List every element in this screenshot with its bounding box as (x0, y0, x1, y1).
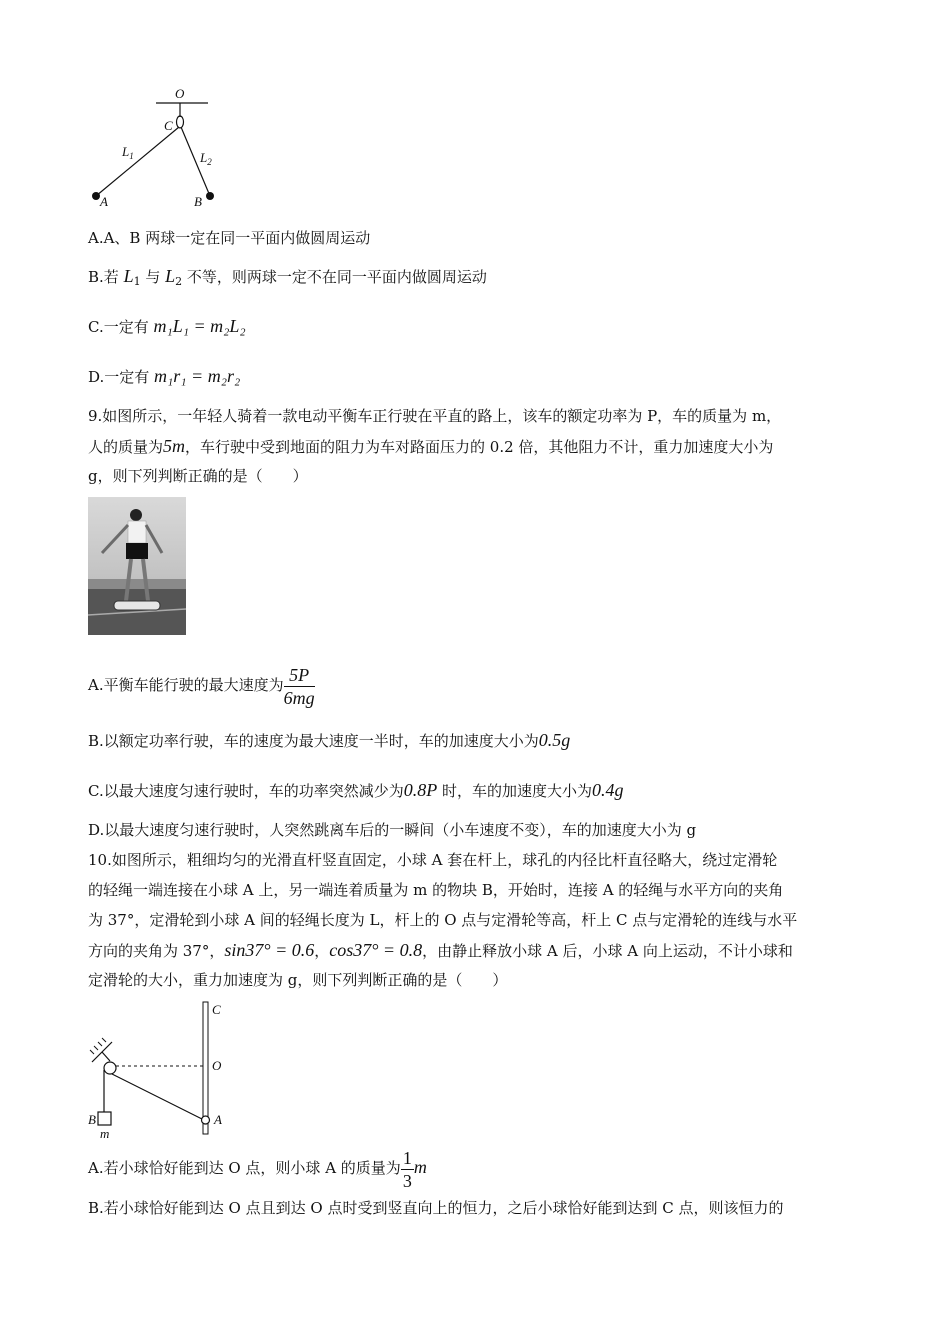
ball-a (202, 1116, 210, 1124)
vertical-rod (203, 1002, 208, 1134)
person-head (130, 509, 142, 521)
formula-c: m₁L₁ = m₂L₂ (153, 316, 246, 336)
formula-d: m₁r₁ = m₂r₂ (154, 366, 241, 386)
block-b (98, 1112, 111, 1125)
label-a: A (100, 194, 108, 209)
ball-a (92, 192, 100, 200)
label-c: C (164, 118, 173, 133)
hatch-1 (90, 1050, 94, 1054)
pulley (104, 1062, 116, 1074)
label-l2: $L_2$ (200, 150, 212, 167)
ball-b (206, 192, 214, 200)
q8-figure (88, 84, 218, 214)
label-b: B (194, 194, 202, 209)
q8-option-c: C.一定有 m₁L₁ = m₂L₂ (88, 316, 246, 336)
q8-option-d: D.一定有 m₁r₁ = m₂r₂ (88, 366, 241, 386)
fraction-5p-6mg: $\frac{5P}{6mg}$ (283, 664, 315, 708)
q10-stem-line2: 的轻绳一端连接在小球 A 上，另一端连着质量为 m 的物块 B，开始时，连接 A 的轻绳与水平方向的夹角 (88, 881, 784, 899)
q10-stem-line3: 为 37°，定滑轮到小球 A 间的轻绳长度为 L，杆上的 O 点与定滑轮等高，杆上 C 点与定滑轮的连线与水平 (88, 911, 798, 929)
label-o: O (175, 86, 185, 101)
hatch-3 (98, 1042, 102, 1046)
q9-option-a: A.平衡车能行驶的最大速度为 $\frac{5P}{6mg}$ (88, 664, 315, 708)
hatch-4 (102, 1038, 106, 1042)
q10-stem-line5: 定滑轮的大小，重力加速度为 g，则下列判断正确的是（ ） (88, 971, 508, 989)
label-a: A (214, 1112, 222, 1127)
q9-photo (88, 497, 186, 635)
label-b: B (88, 1112, 96, 1127)
rope-to-a (112, 1074, 202, 1119)
q9-stem-line3: g，则下列判断正确的是（ ） (88, 467, 308, 485)
q9-option-d: D.以最大速度匀速行驶时，人突然跳离车后的一瞬间（小车速度不变），车的加速度大小为 g (88, 821, 697, 839)
q10-option-a: A.若小球恰好能到达 O 点，则小球 A 的质量为 $\frac{1}{3}$ m (88, 1147, 427, 1191)
q10-stem-line1: 10.如图所示，粗细均匀的光滑直杆竖直固定，小球 A 套在杆上，球孔的内径比杆直径略大，绕过定滑轮 (88, 851, 778, 869)
q10-figure (86, 998, 236, 1140)
q8-option-b: B.若 $L_1$ 与 $L_2$ 不等，则两球一定不在同一平面内做圆周运动 (88, 266, 487, 288)
person-shirt (128, 521, 146, 543)
q9-stem-line1: 9.如图所示，一年轻人骑着一款电动平衡车正行驶在平直的路上，该车的额定功率为 P，车的质量为 m， (88, 407, 782, 425)
pulley-support (102, 1052, 110, 1061)
q10-stem-line4: 方向的夹角为 37°，sin37° = 0.6，cos37° = 0.8，由静止释放小球 A 后，小球 A 向上运动，不计小球和 (88, 940, 793, 960)
q10-option-b: B.若小球恰好能到达 O 点且到达 O 点时受到竖直向上的恒力，之后小球恰好能到达到 C 点，则该恒力的 (88, 1199, 784, 1217)
label-c: C (212, 1002, 221, 1017)
label-l1: $L_1$ (122, 144, 134, 161)
photo-horizon (88, 579, 186, 589)
q8-option-a: A.A、B 两球一定在同一平面内做圆周运动 (88, 229, 371, 247)
label-m: m (100, 1126, 110, 1140)
balance-scooter (114, 601, 160, 610)
q9-option-b: B.以额定功率行驶，车的速度为最大速度一半时，车的加速度大小为0.5g (88, 730, 571, 750)
label-o: O (212, 1058, 222, 1073)
hatch-2 (94, 1046, 98, 1050)
q9-stem-line2: 人的质量为5m，车行驶中受到地面的阻力为车对路面压力的 0.2 倍，其他阻力不计，重力加速度大小为 (88, 436, 774, 456)
fraction-1-3: $\frac{1}{3}$ (402, 1147, 412, 1191)
ring-c (177, 116, 184, 128)
string-l1 (96, 127, 179, 196)
person-shorts (126, 543, 148, 559)
q9-option-c: C.以最大速度匀速行驶时，车的功率突然减少为0.8P 时，车的加速度大小为0.4g (88, 780, 624, 800)
